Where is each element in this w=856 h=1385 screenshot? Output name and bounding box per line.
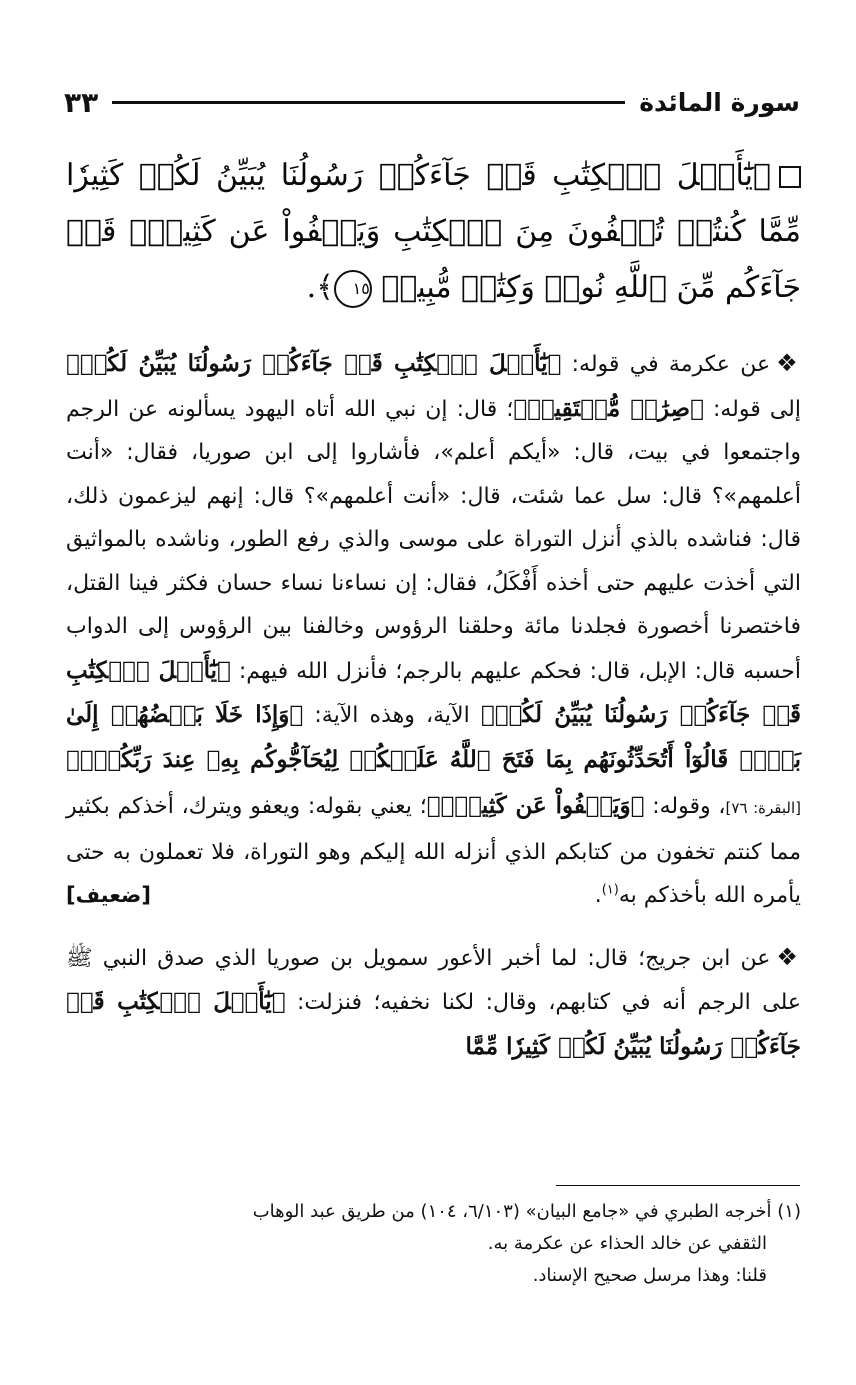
- ayah-number-marker: ١٥: [334, 270, 372, 308]
- quran-quote: ﴿يَٰٓأَهۡلَ ٱلۡكِتَٰبِ قَدۡ جَآءَكُمۡ رَسُولُنَا يُبَيِّنُ لَكُمۡ كَثِيرٗا مِّمَّا: [66, 988, 801, 1060]
- page-header: [64, 80, 800, 124]
- surah-title: سورة المائدة: [639, 87, 800, 117]
- footnote-marker: (١): [601, 882, 619, 898]
- verse-closing: ﴾.: [306, 270, 334, 305]
- narration-text: عن ابن جريج؛ قال: لما أخبر الأعور سمويل بن صوريا الذي صدق النبي ﷺ على الرجم أنه في كتابهم، وقال: لكنا نخفيه؛ فنزلت:: [66, 945, 801, 1015]
- footnotes: [66, 1196, 801, 1292]
- narration-text: ؛ يعني بقوله: ويعفو ويترك، أخذكم بكثير مما كنتم تخفون من كتابكم الذي أنزله الله إليكم وهو التوراة، فلا تعملون به حتى يأمره الله بأخذكم به: [66, 794, 801, 908]
- quran-quote: ﴿صِرَٰطٖ مُّسۡتَقِيمٖ﴾: [513, 394, 704, 422]
- footnote-1-line-1: (١) أخرجه الطبري في «جامع البيان» (٦/١٠٣، ١٠٤) من طريق عبد الوهاب: [252, 1201, 801, 1222]
- narration-text: ؛ قال: إن نبي الله أتاه اليهود يسألونه عن الرجم واجتمعوا في بيت، قال: «أيكم أعلم»، فأشاروا إلى ابن صوريا، فقال: «أنت أعلمهم»؟ قال: سل عما شئت، قال: «أنت أعلمهم»؟ قال: إنهم ليزعمون ذلك، قال: فناشده بالذي أنزل التوراة على موسى والذي رفع الطور، وناشده بالمواثيق التي أخذت عليهم حتى أخذه أَفْكَلُ، فقال: إن نساءنا نساء حسان فكثر فينا القتل، فاختصرنا أخصورة فجلدنا مائة وحلقنا الرؤوس وخالفنا بين الرؤوس إلى الدواب أحسبه قال: الإبل، قال: فحكم عليهم بالرجم؛ فأنزل الله فيهم:: [66, 396, 802, 684]
- diamond-star-icon: ❖: [776, 349, 801, 377]
- narration-text: ، وقوله:: [644, 794, 726, 819]
- square-bullet-icon: [779, 166, 801, 188]
- footnote-separator: [556, 1185, 800, 1186]
- footnote-1-line-3: قلنا: وهذا مرسل صحيح الإسناد.: [532, 1265, 767, 1286]
- narration-text: الآية، وهذه الآية:: [303, 703, 481, 728]
- narration-ikrimah: [66, 342, 801, 918]
- quran-quote: ﴿يَٰٓأَهۡلَ ٱلۡكِتَٰبِ قَدۡ جَآءَكُمۡ رَسُولُنَا يُبَيِّنُ لَكُمۡ﴾: [66, 656, 801, 728]
- quran-quote: ﴿وَيَعۡفُواْ عَن كَثِيرٖۚ﴾: [426, 792, 645, 819]
- quran-verse-block: [66, 148, 801, 316]
- quran-quote: ﴿وَإِذَا خَلَا بَعۡضُهُمۡ إِلَىٰ بَعۡضٖ قَالُوٓاْ أَتُحَدِّثُونَهُم بِمَا فَتَحَ ٱللَّهُ عَلَيۡكُمۡ لِيُحَآجُّوكُم بِهِۦ عِندَ رَبِّكُمۡۚ﴾: [66, 701, 801, 773]
- diamond-star-icon: ❖: [776, 942, 801, 971]
- grade-label: [ ضعيف ]: [66, 874, 151, 918]
- narration-text: عن عكرمة في قوله:: [561, 352, 771, 377]
- page-number: ٣٣: [64, 85, 99, 119]
- page-body: [66, 148, 801, 1087]
- header-rule: [112, 101, 625, 104]
- narration-text: إلى قوله:: [703, 396, 801, 422]
- verse-text: ﴿يَٰٓأَهۡلَ ٱلۡكِتَٰبِ قَدۡ جَآءَكُمۡ رَسُولُنَا يُبَيِّنُ لَكُمۡ كَثِيرٗا مِّمَّا كُنتُمۡ تُخۡفُونَ مِنَ ٱلۡكِتَٰبِ وَيَعۡفُواْ عَن كَثِيرٖۚ قَدۡ جَآءَكُم مِّنَ ٱللَّهِ نُورٞ وَكِتَٰبٞ مُّبِينٞ: [66, 158, 801, 305]
- quran-quote: ﴿يَٰٓأَهۡلَ ٱلۡكِتَٰبِ قَدۡ جَآءَكُمۡ رَسُولُنَا يُبَيِّنُ لَكُمۡ﴾: [66, 350, 562, 377]
- narration-text: .: [594, 883, 602, 908]
- footnote-1-line-2: الثقفي عن خالد الحذاء عن عكرمة به.: [487, 1233, 767, 1254]
- narration-ibn-jurayj: [66, 936, 801, 1070]
- verse-reference: [البقرة: ٧٦]: [725, 799, 801, 817]
